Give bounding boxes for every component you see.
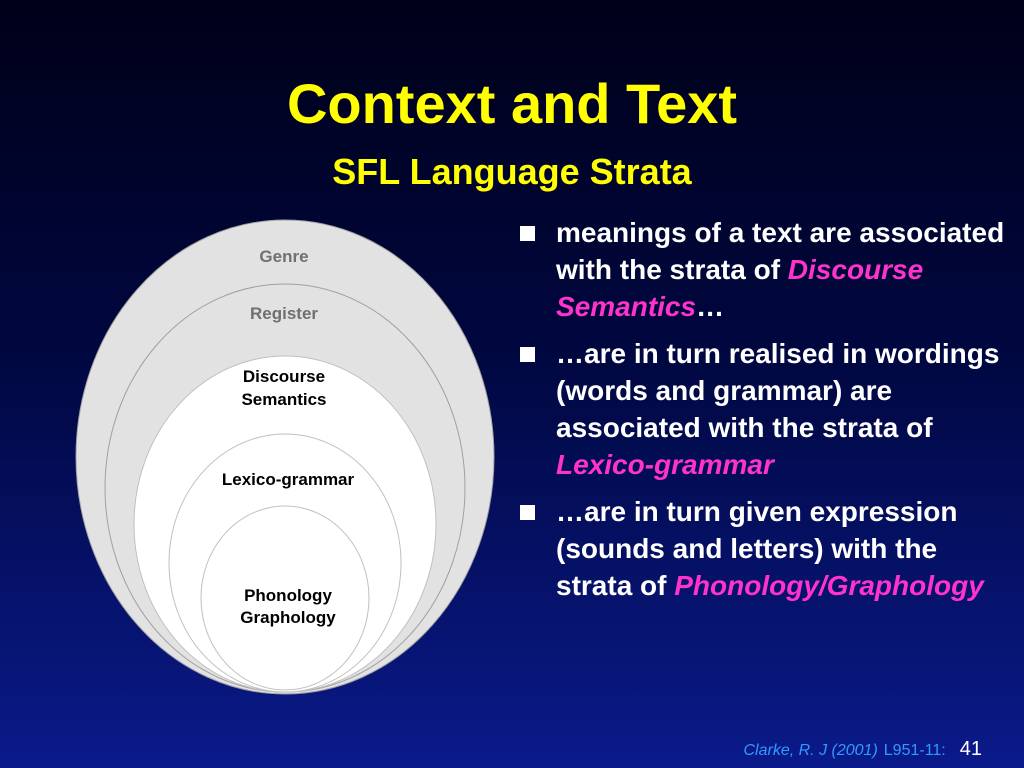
genre-label: Genre bbox=[259, 247, 309, 266]
slide-subtitle: SFL Language Strata bbox=[332, 151, 692, 192]
bullet-text-after: … bbox=[696, 291, 725, 322]
bullet-emphasis: Phonology/Graphology bbox=[674, 570, 984, 601]
footer bbox=[744, 738, 983, 760]
register-label: Register bbox=[249, 304, 319, 323]
bullet-emphasis: Discourse Semantics bbox=[556, 254, 924, 322]
bullet-emphasis: Lexico-grammar bbox=[556, 449, 774, 480]
bullet-list bbox=[518, 214, 1008, 614]
slide-title: Context and Text bbox=[286, 72, 738, 135]
square-bullet-icon bbox=[520, 347, 535, 362]
bullet-text: …are in turn realised in wordings (words and grammar) are associated with the strata of bbox=[556, 338, 1000, 443]
discourse-semantics-label-line2: Semantics bbox=[241, 390, 327, 409]
bullet-item-lexico-grammar bbox=[518, 335, 1008, 483]
graphology-label-line2: Graphology bbox=[240, 608, 336, 627]
footer-citation: Clarke, R. J (2001) bbox=[743, 742, 878, 759]
square-bullet-icon bbox=[520, 505, 535, 520]
lexico-grammar-label: Lexico-grammar bbox=[221, 470, 355, 489]
strata-diagram bbox=[74, 218, 496, 696]
square-bullet-icon bbox=[520, 226, 535, 241]
bullet-item-phonology-graphology bbox=[518, 493, 1008, 604]
slide-number: 41 bbox=[959, 738, 982, 760]
footer-course-code: L951-11: bbox=[883, 742, 946, 759]
bullet-text: meanings of a text are associated with the strata of bbox=[556, 217, 1005, 285]
bullet-text: …are in turn given expression (sounds and letters) with the strata of bbox=[556, 496, 958, 601]
discourse-semantics-label-line1: Discourse bbox=[242, 367, 326, 386]
bullet-item-discourse-semantics bbox=[518, 214, 1008, 325]
phonology-label-line1: Phonology bbox=[244, 586, 332, 605]
